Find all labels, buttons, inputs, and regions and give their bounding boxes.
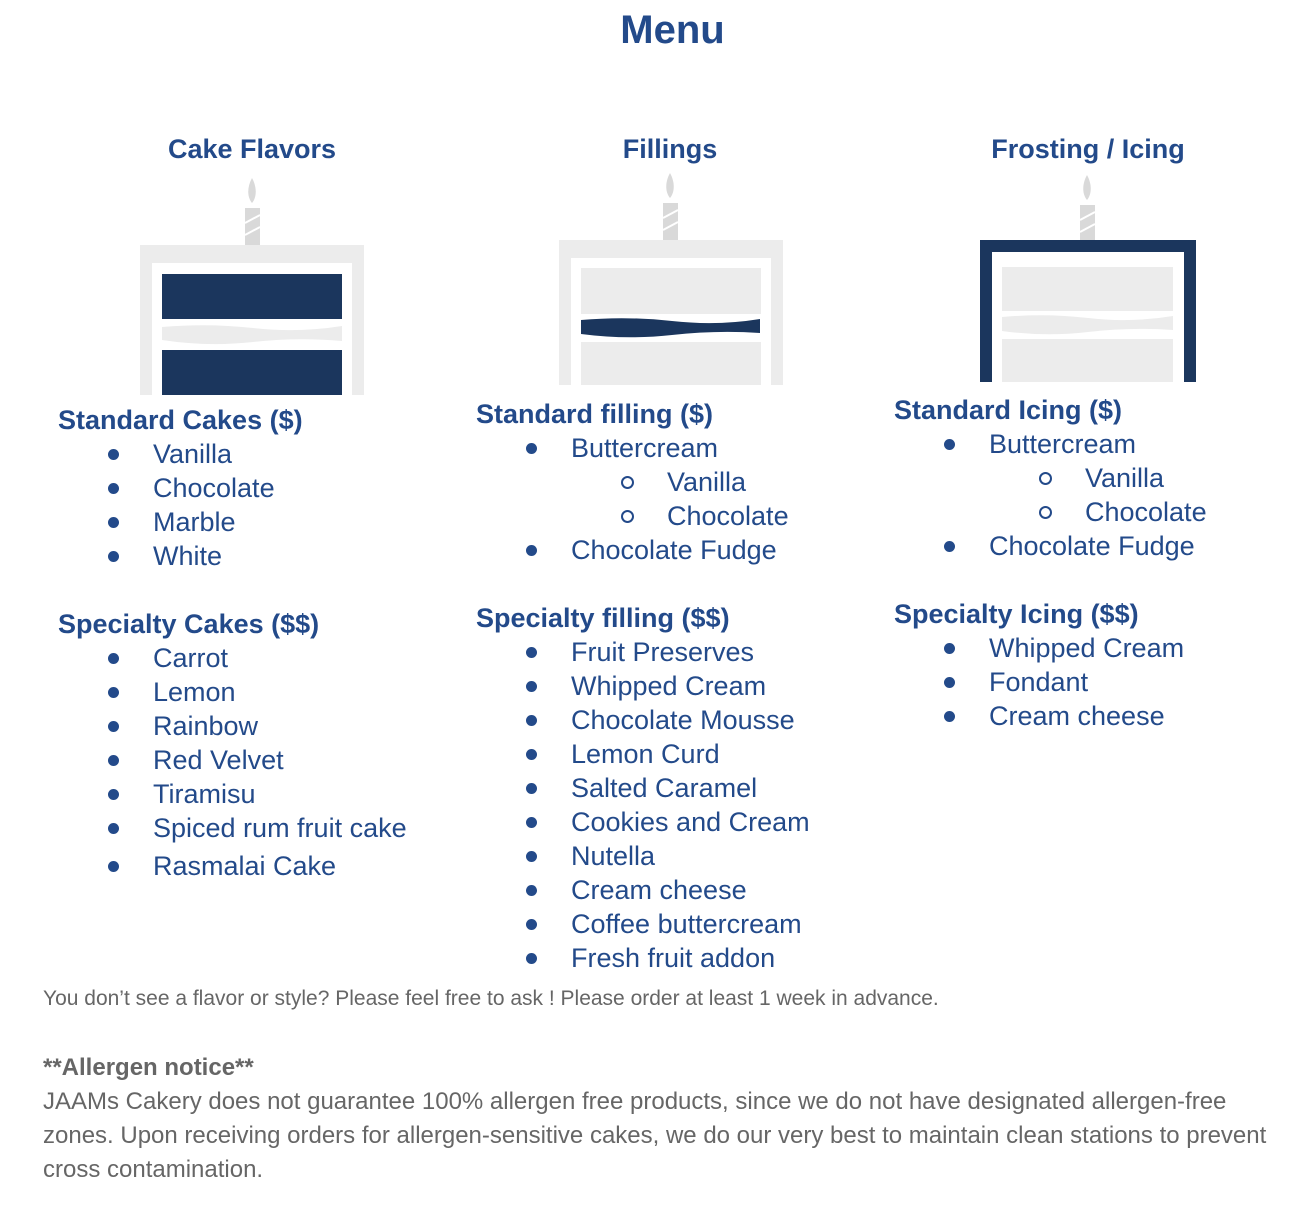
list-item: Chocolate Fudge bbox=[476, 533, 810, 567]
heading-frosting-icing: Frosting / Icing bbox=[991, 134, 1185, 164]
group-title-specialty-filling: Specialty filling ($$) bbox=[476, 603, 730, 633]
list-item: Tiramisu bbox=[58, 777, 407, 811]
list-item: Fruit Preserves bbox=[476, 635, 810, 669]
sub-list-item: Chocolate bbox=[894, 495, 1207, 529]
list-item: Chocolate Mousse bbox=[476, 703, 810, 737]
notes-section bbox=[43, 984, 1273, 1187]
list-item: Rasmalai Cake bbox=[58, 849, 407, 883]
allergen-title: **Allergen notice** bbox=[43, 1054, 254, 1081]
group-title-specialty-icing: Specialty Icing ($$) bbox=[894, 599, 1139, 629]
list-item: Cookies and Cream bbox=[476, 805, 810, 839]
list-item: Chocolate bbox=[58, 471, 407, 505]
list-item: Red Velvet bbox=[58, 743, 407, 777]
list-standard-filling bbox=[476, 431, 810, 567]
cake-frosting-icon bbox=[976, 172, 1206, 392]
cake-filling-icon bbox=[557, 170, 787, 390]
list-item: Buttercream bbox=[894, 427, 1207, 461]
list-specialty-filling bbox=[476, 635, 810, 975]
group-title-standard-cakes: Standard Cakes ($) bbox=[58, 405, 303, 435]
list-item: Marble bbox=[58, 505, 407, 539]
group-title-standard-icing: Standard Icing ($) bbox=[894, 395, 1123, 425]
cake-layers-icon bbox=[138, 175, 368, 395]
sub-list-item: Chocolate bbox=[476, 499, 810, 533]
list-specialty-cakes bbox=[58, 641, 407, 883]
list-item: Lemon Curd bbox=[476, 737, 810, 771]
list-item: Coffee buttercream bbox=[476, 907, 810, 941]
column-frosting-icing bbox=[894, 393, 1207, 733]
list-item: Cream cheese bbox=[476, 873, 810, 907]
list-item: Fondant bbox=[894, 665, 1207, 699]
column-fillings bbox=[476, 397, 810, 975]
list-item: Salted Caramel bbox=[476, 771, 810, 805]
heading-fillings: Fillings bbox=[622, 134, 718, 164]
list-item: Nutella bbox=[476, 839, 810, 873]
list-standard-cakes bbox=[58, 437, 407, 573]
list-item: Carrot bbox=[58, 641, 407, 675]
list-specialty-icing bbox=[894, 631, 1207, 733]
group-title-specialty-cakes: Specialty Cakes ($$) bbox=[58, 609, 320, 639]
sub-list-item: Vanilla bbox=[894, 461, 1207, 495]
list-item: Vanilla bbox=[58, 437, 407, 471]
list-item: Rainbow bbox=[58, 709, 407, 743]
list-item: Whipped Cream bbox=[894, 631, 1207, 665]
list-item: Fresh fruit addon bbox=[476, 941, 810, 975]
list-item: Lemon bbox=[58, 675, 407, 709]
list-standard-icing bbox=[894, 427, 1207, 563]
column-cake-flavors bbox=[58, 403, 407, 883]
order-note: You don’t see a flavor or style? Please feel free to ask ! Please order at least 1 week in advance. bbox=[43, 987, 939, 1010]
page-title: Menu bbox=[620, 8, 725, 52]
allergen-body: JAAMs Cakery does not guarantee 100% allergen free products, since we do not have designated allergen-free zones. Upon receiving orders for allergen-sensitive cakes, we do our very best to maintain clean stations to prevent cross contamination. bbox=[43, 1088, 1267, 1183]
list-item: Chocolate Fudge bbox=[894, 529, 1207, 563]
list-item: Buttercream bbox=[476, 431, 810, 465]
list-item: White bbox=[58, 539, 407, 573]
list-item: Cream cheese bbox=[894, 699, 1207, 733]
sub-list-item: Vanilla bbox=[476, 465, 810, 499]
heading-cake-flavors: Cake Flavors bbox=[167, 134, 337, 164]
group-title-standard-filling: Standard filling ($) bbox=[476, 399, 714, 429]
list-item: Spiced rum fruit cake bbox=[58, 811, 407, 845]
list-item: Whipped Cream bbox=[476, 669, 810, 703]
